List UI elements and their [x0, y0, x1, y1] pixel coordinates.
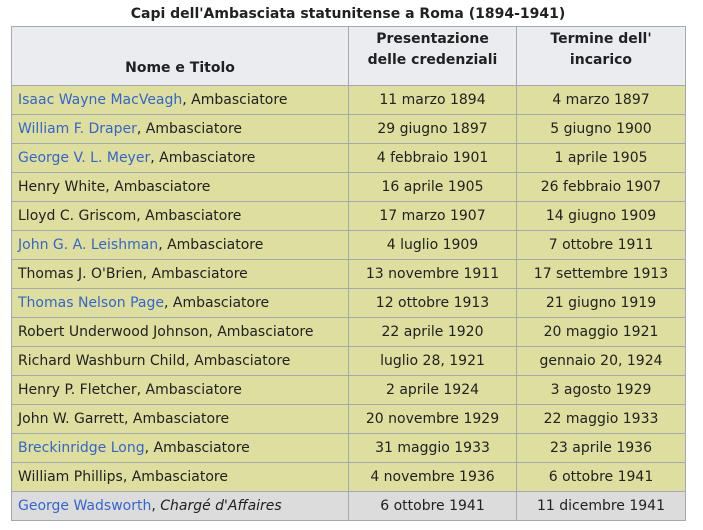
role-text: , Ambasciatore [164, 294, 270, 311]
ambassador-link[interactable]: Thomas Nelson Page [18, 294, 165, 311]
role-text: Chargé d'Affaires [160, 497, 282, 514]
credentials-date: 4 luglio 1909 [349, 231, 517, 260]
name-cell [12, 144, 349, 173]
table-row [12, 202, 686, 231]
header-end-of-term[interactable]: Termine dell' incarico [517, 27, 686, 86]
role-text: , Ambasciatore [150, 149, 256, 166]
ambassador-link[interactable]: Breckinridge Long [18, 439, 145, 456]
table-caption: Capi dell'Ambasciata statunitense a Roma (1894-1941) [130, 6, 566, 22]
table-row [12, 289, 686, 318]
role-text: , Ambasciatore [185, 352, 291, 369]
table-row [12, 144, 686, 173]
name-cell [12, 115, 349, 144]
header-row [12, 27, 686, 86]
table-row [12, 463, 686, 492]
credentials-date: 4 novembre 1936 [349, 463, 517, 492]
end-date: 11 dicembre 1941 [517, 492, 686, 521]
ambassador-name: Lloyd C. Griscom [18, 207, 137, 224]
table-row [12, 492, 686, 521]
name-cell [12, 289, 349, 318]
name-cell [12, 347, 349, 376]
credentials-date: 12 ottobre 1913 [349, 289, 517, 318]
header-name-title[interactable]: Nome e Titolo [12, 27, 349, 86]
credentials-date: 17 marzo 1907 [349, 202, 517, 231]
ambassador-link[interactable]: George Wadsworth [18, 497, 152, 514]
ambassador-link[interactable]: John G. A. Leishman [18, 236, 159, 253]
role-text: , Ambasciatore [122, 468, 228, 485]
name-cell [12, 376, 349, 405]
credentials-date: 6 ottobre 1941 [349, 492, 517, 521]
end-date: 1 aprile 1905 [517, 144, 686, 173]
end-date: 20 maggio 1921 [517, 318, 686, 347]
table-row [12, 405, 686, 434]
credentials-date: 13 novembre 1911 [349, 260, 517, 289]
name-cell [12, 173, 349, 202]
name-cell [12, 202, 349, 231]
ambassador-link[interactable]: William F. Draper [18, 120, 137, 137]
credentials-date: 29 giugno 1897 [349, 115, 517, 144]
name-cell [12, 492, 349, 521]
table-row [12, 260, 686, 289]
end-date: 14 giugno 1909 [517, 202, 686, 231]
table-row [12, 173, 686, 202]
table-row [12, 318, 686, 347]
ambassadors-table-container [11, 4, 685, 521]
end-date: 4 marzo 1897 [517, 86, 686, 115]
ambassador-name: Richard Washburn Child [18, 352, 186, 369]
table-row [12, 115, 686, 144]
ambassador-name: Robert Underwood Johnson [18, 323, 209, 340]
credentials-date: luglio 28, 1921 [349, 347, 517, 376]
credentials-date: 16 aprile 1905 [349, 173, 517, 202]
credentials-date: 20 novembre 1929 [349, 405, 517, 434]
credentials-date: 4 febbraio 1901 [349, 144, 517, 173]
role-text: , Ambasciatore [158, 236, 264, 253]
end-date: 17 settembre 1913 [517, 260, 686, 289]
ambassador-name: Henry P. Fletcher [18, 381, 137, 398]
role-text: , Ambasciatore [136, 120, 243, 137]
end-date: 22 maggio 1933 [517, 405, 686, 434]
name-cell [12, 434, 349, 463]
role-text: , Ambasciatore [105, 178, 211, 195]
role-text: , Ambasciatore [208, 323, 314, 340]
table-row [12, 86, 686, 115]
end-date: 26 febbraio 1907 [517, 173, 686, 202]
role-text: , Ambasciatore [144, 439, 250, 456]
end-date: 6 ottobre 1941 [517, 463, 686, 492]
role-text: , Ambasciatore [136, 381, 242, 398]
end-date: 23 aprile 1936 [517, 434, 686, 463]
name-cell [12, 260, 349, 289]
credentials-date: 11 marzo 1894 [349, 86, 517, 115]
ambassador-name: William Phillips [18, 468, 123, 485]
ambassador-link[interactable]: George V. L. Meyer [18, 149, 151, 166]
role-separator: , [151, 497, 161, 514]
credentials-date: 31 maggio 1933 [349, 434, 517, 463]
end-date: gennaio 20, 1924 [517, 347, 686, 376]
table-row [12, 347, 686, 376]
table-row [12, 231, 686, 260]
table-row [12, 434, 686, 463]
end-date: 5 giugno 1900 [517, 115, 686, 144]
credentials-date: 22 aprile 1920 [349, 318, 517, 347]
table-row [12, 376, 686, 405]
credentials-date: 2 aprile 1924 [349, 376, 517, 405]
ambassadors-table [11, 26, 686, 521]
ambassador-name: Henry White [18, 178, 106, 195]
end-date: 7 ottobre 1911 [517, 231, 686, 260]
ambassador-name: John W. Garrett [18, 410, 125, 427]
name-cell [12, 405, 349, 434]
name-cell [12, 463, 349, 492]
role-text: , Ambasciatore [142, 265, 248, 282]
ambassador-name: Thomas J. O'Brien [18, 265, 143, 282]
role-text: , Ambasciatore [136, 207, 242, 224]
end-date: 3 agosto 1929 [517, 376, 686, 405]
role-text: , Ambasciatore [182, 91, 288, 108]
end-date: 21 giugno 1919 [517, 289, 686, 318]
name-cell [12, 318, 349, 347]
header-credentials[interactable]: Presentazione delle credenziali [349, 27, 517, 86]
name-cell [12, 86, 349, 115]
ambassador-link[interactable]: Isaac Wayne MacVeagh [18, 91, 183, 108]
role-text: , Ambasciatore [124, 410, 230, 427]
name-cell [12, 231, 349, 260]
